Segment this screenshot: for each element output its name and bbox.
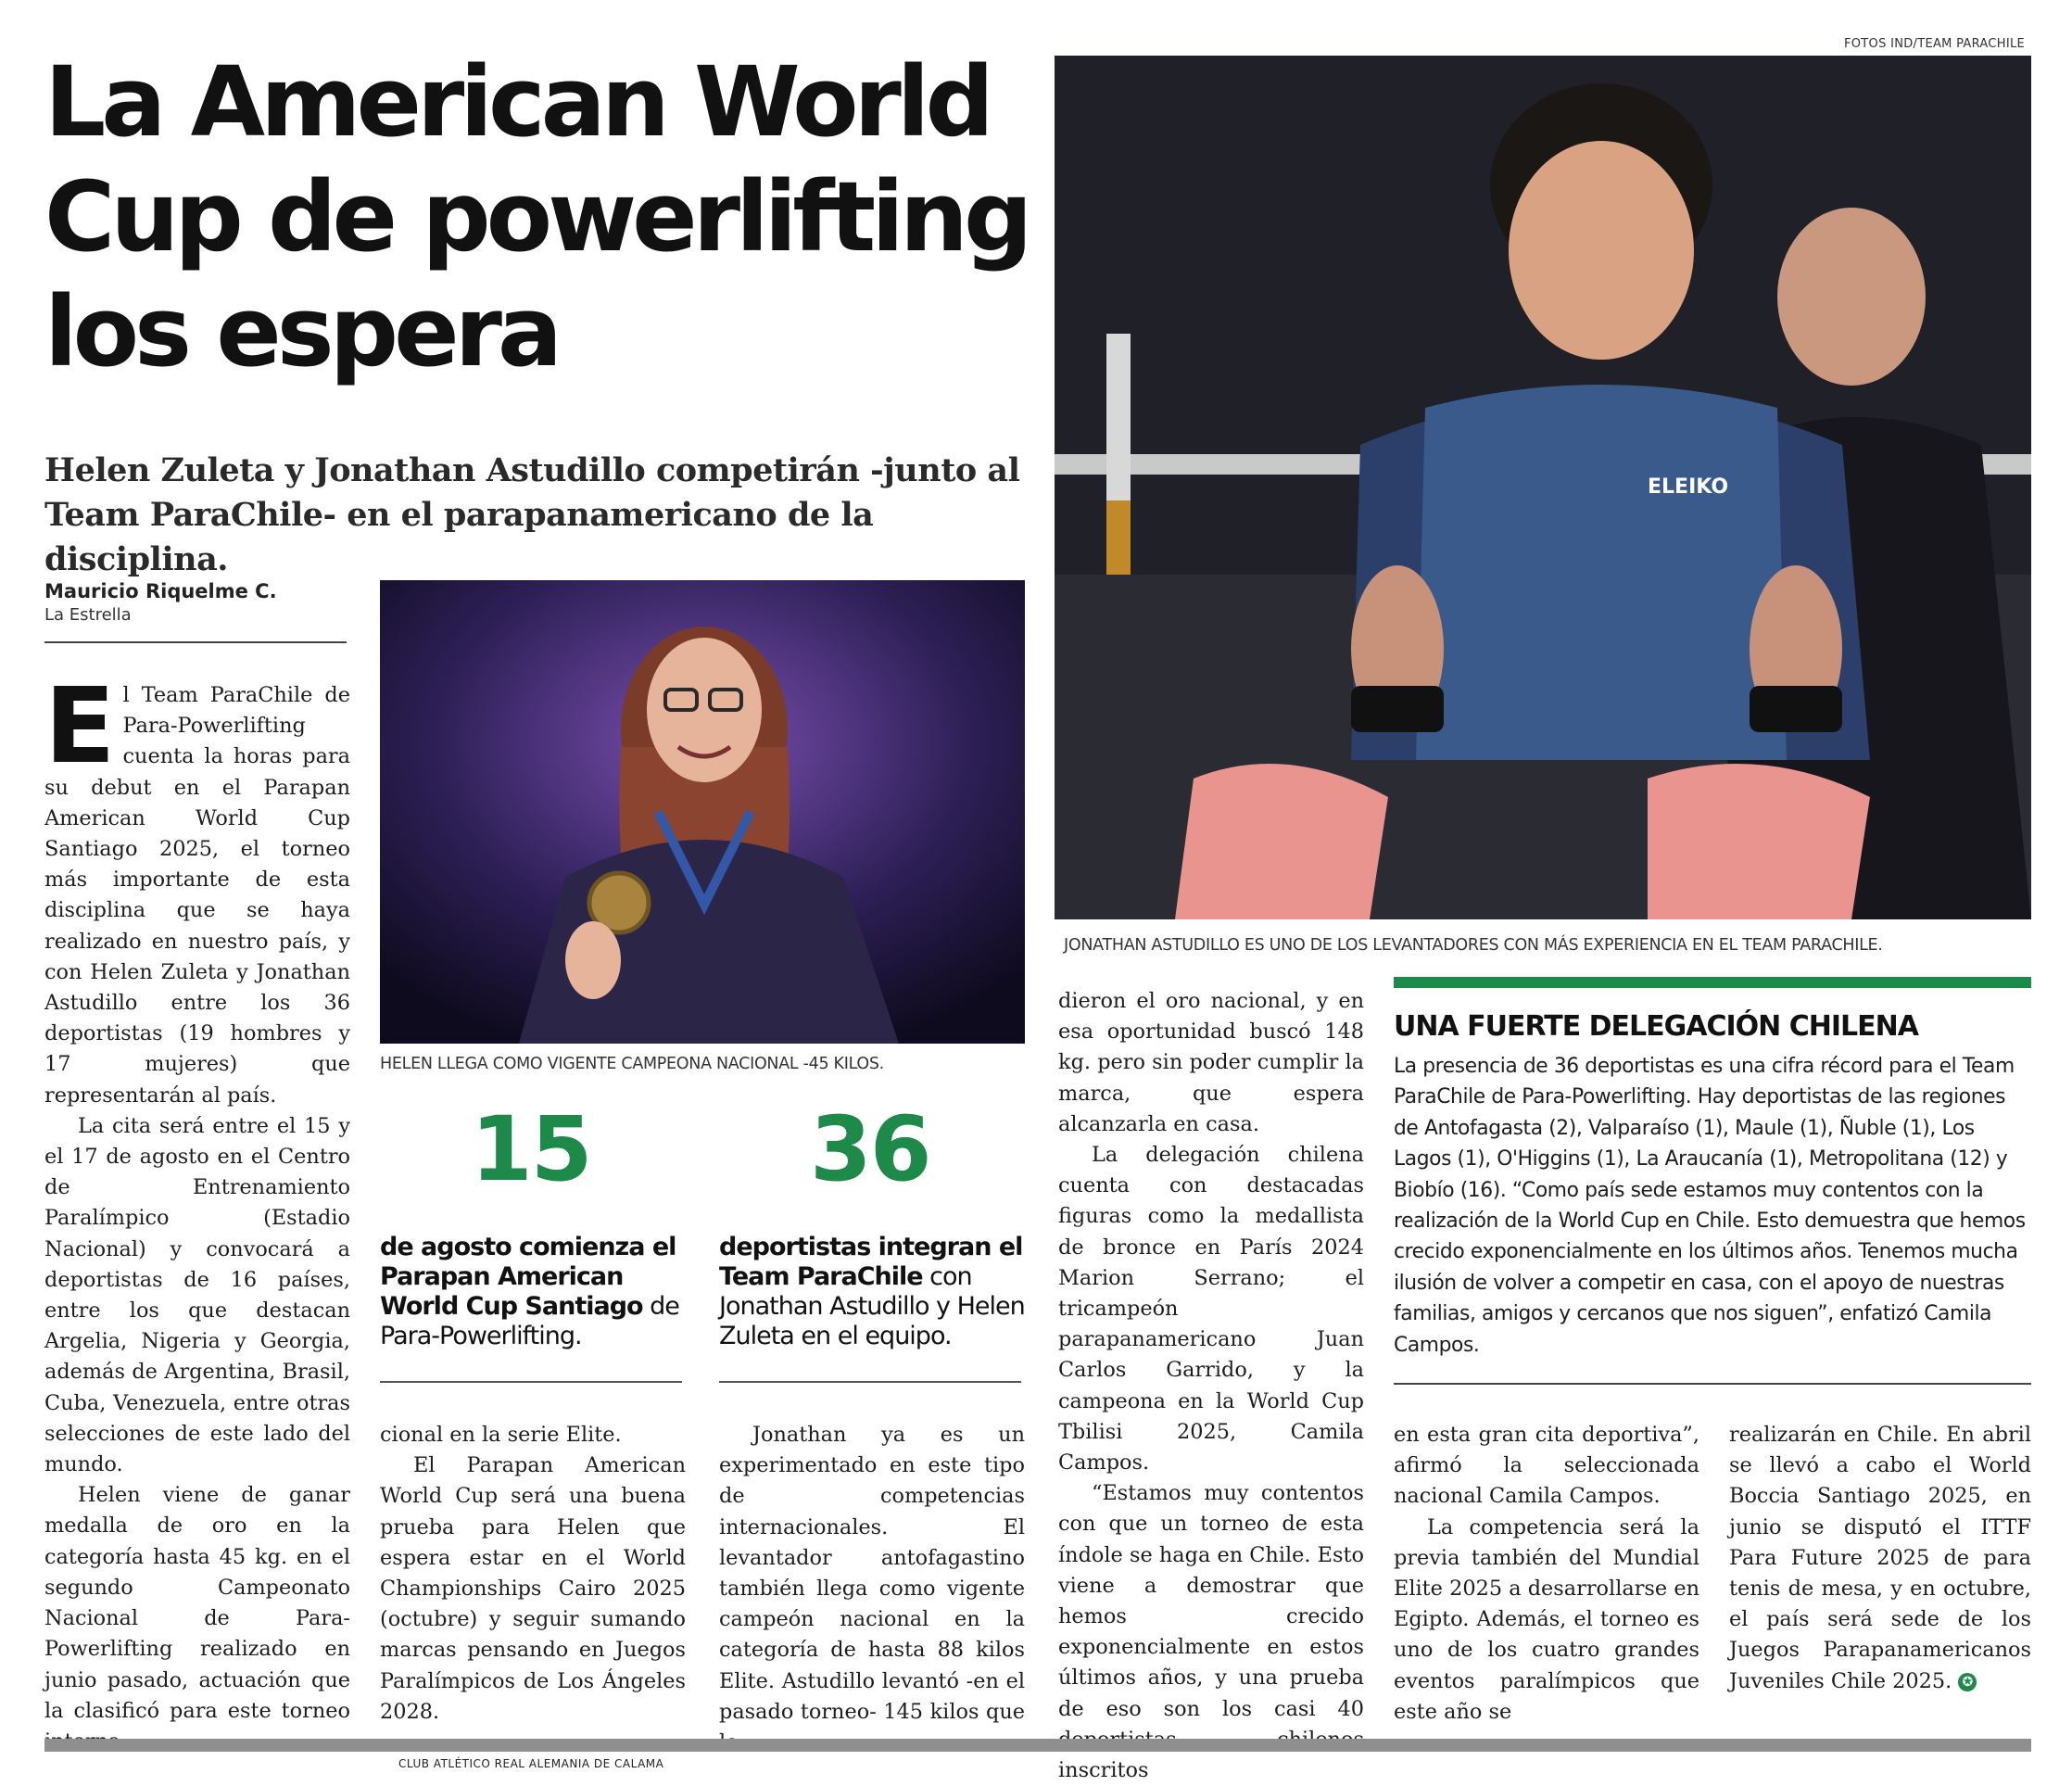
paragraph: La delegación chilena cuenta con destacadas figuras como la medallista de bronce en París 2024 Marion Serrano; el tricampeón parapanamericano Juan Carlos Garrido, y la campeona en la World Cup Tbilisi 2025, Camila Campos.: [1058, 1143, 1364, 1476]
paragraph: en esta gran cita deportiva”, afirmó la seleccionada nacional Camila Campos.: [1394, 1423, 1699, 1509]
headline-line-3: los espera: [44, 275, 559, 388]
article-column-3: [719, 1420, 1025, 1758]
paragraph: La cita será entre el 15 y el 17 de agosto en el Centro de Entrenamiento Paralímpico (Estadio Nacional) y convocará a deportistas de 16 países, entre los que destacan Argelia, Nigeria y Georgia, además de Argentina, Brasil, Cuba, Venezuela, entre otras selecciones de este lado del mundo.: [44, 1113, 350, 1477]
paragraph-text: l Team ParaChile de Para-Powerlifting cuenta la horas para su debut en el Parapan American World Cup Santiago 2025, el torneo más importante de esta disciplina que se haya realizado en nuestro país, y con Helen Zuleta y Jonathan Astudillo entre los 36 deportistas (19 hombres y 17 mujeres) que representarán al país.: [44, 683, 350, 1108]
stat-text-bold: de agosto comienza el Parapan American World Cup Santiago: [380, 1233, 676, 1321]
stat-rule: [380, 1381, 682, 1383]
paragraph: “Estamos muy contentos con que un torneo de esta índole se haga en Chile. Esto viene a demostrar que hemos crecido exponencialmente en estos últimos años, y una prueba de eso son los casi 40 inscritos: [1058, 1481, 1364, 1783]
article-column-5: [1394, 1420, 1699, 1728]
sidebar-title: UNA FUERTE DELEGACIÓN CHILENA: [1394, 1010, 1918, 1043]
jonathan-photo-illustration: [1055, 56, 2031, 919]
stat-text-rest: con Jonathan Astudillo y Helen Zuleta en el equipo.: [719, 1262, 1025, 1350]
singlet-logo-text: ELEIKO: [1648, 475, 1729, 499]
byline-paper: La Estrella: [44, 605, 132, 625]
byline-rule: [44, 641, 347, 643]
stat-text-bold: deportistas integran el Team ParaChile: [719, 1233, 1023, 1291]
paragraph: Jonathan ya es un experimentado en este tipo de competencias internacionales. El levantador antofagastino también llega como vigente campeón nacional en la categoría de hasta 88 kilos Elite. Astudillo levantó -en el pasado torneo- 145 kilos que: [719, 1423, 1025, 1724]
star-end-icon: ✪: [1958, 1673, 1977, 1691]
article-column-2: [380, 1420, 686, 1728]
caption-helen: HELEN LLEGA COMO VIGENTE CAMPEONA NACIONAL -45 KILOS.: [380, 1055, 884, 1073]
byline: [44, 578, 277, 627]
paragraph: La competencia será la previa también del Mundial Elite 2025 a desarrollarse en Egipto. Además, el torneo es uno de los cuatro grandes eventos paralímpicos que este año se: [1394, 1514, 1699, 1724]
sidebar-accent-bar: [1394, 977, 2031, 988]
headline-line-1: La American World: [44, 45, 990, 158]
paragraph: [44, 666, 350, 1111]
photo-jonathan-astudillo: [1055, 56, 2031, 919]
article-column-4: [1058, 986, 1364, 1786]
article-column-1: [44, 666, 350, 1757]
paragraph: Helen viene de ganar medalla de oro en la categoría hasta 45 kg. en el segundo Campeonato Nacional de Para-Powerlifting realizado en junio pasado, actuación que la clasificó para este torneo: [44, 1483, 350, 1723]
headline-line-2: Cup de powerlifting: [44, 160, 1029, 273]
byline-author: Mauricio Riquelme C.: [44, 580, 277, 602]
paragraph: El Parapan American World Cup será una buena prueba para Helen que espera estar en el World Championships Cairo 2025 (octubre) y seguir sumando marcas pensando en Juegos Paralímpicos de Los Ángeles 2028.: [380, 1453, 686, 1724]
deck: [44, 449, 1055, 582]
article-column-6: [1729, 1420, 2031, 1697]
paragraph: [1729, 1420, 2031, 1697]
sidebar-rule: [1394, 1383, 2031, 1385]
bottom-band: [44, 1739, 2031, 1752]
paragraph-text: realizarán en Chile. En abril se llevó a cabo el World Boccia Santiago 2025, en junio se disputó el ITTF Para Future 2025 de para tenis de mesa, y en octubre, el país será sede de los Juegos Parapanamericanos Juveniles Chile 2025.: [1729, 1423, 2031, 1693]
photo-helen-zuleta: [380, 580, 1025, 1044]
headline: [44, 44, 1045, 389]
sidebar-body: La presencia de 36 deportistas es una cifra récord para el Team ParaChile de Para-Powerlifting. Hay deportistas de las regiones de Antofagasta (2), Valparaíso (1), Maule (1), Ñuble (1), Los Lagos (1), O'Higgins (1), La Araucanía (1), Metropolitana (12) y Biobío (16). “Como país sede estamos muy contentos con la realización de la World Cup en Chile. Esto demuestra que hemos crecido exponencialmente en los últimos años. Tenemos mucha ilusión de volver a competir en casa, con el apoyo de nuestras familias, amigos y cercanos que nos siguen”, enfatizó Camila Campos.: [1394, 1055, 2026, 1357]
stat-text-15: [380, 1233, 686, 1351]
stat-text-36: [719, 1233, 1025, 1351]
paragraph: cional en la serie Elite.: [380, 1423, 622, 1447]
stat-number-15: 15: [471, 1097, 591, 1201]
deck-line-2: Team ParaChile- en el parapanamericano de la disciplina.: [44, 496, 874, 578]
photo-credit: FOTOS IND/TEAM PARACHILE: [1844, 37, 2026, 51]
stat-rule: [719, 1381, 1021, 1383]
footer-cut-text: CLUB ATLÉTICO REAL ALEMANIA DE CALAMA: [398, 1757, 664, 1770]
stat-text-rest: de Para-Powerlifting.: [380, 1292, 679, 1350]
deck-line-1: Helen Zuleta y Jonathan Astudillo competirán -junto al: [44, 451, 1020, 489]
helen-photo-illustration: [380, 580, 1025, 1044]
paragraph: dieron el oro nacional, y en esa oportunidad buscó 148 kg. pero sin poder cumplir la marca, que espera alcanzarla en casa.: [1058, 989, 1364, 1136]
caption-main: JONATHAN ASTUDILLO ES UNO DE LOS LEVANTADORES CON MÁS EXPERIENCIA EN EL TEAM PARACHILE.: [1064, 936, 1883, 955]
drop-cap: E: [44, 666, 116, 787]
stat-number-36: 36: [810, 1097, 930, 1201]
